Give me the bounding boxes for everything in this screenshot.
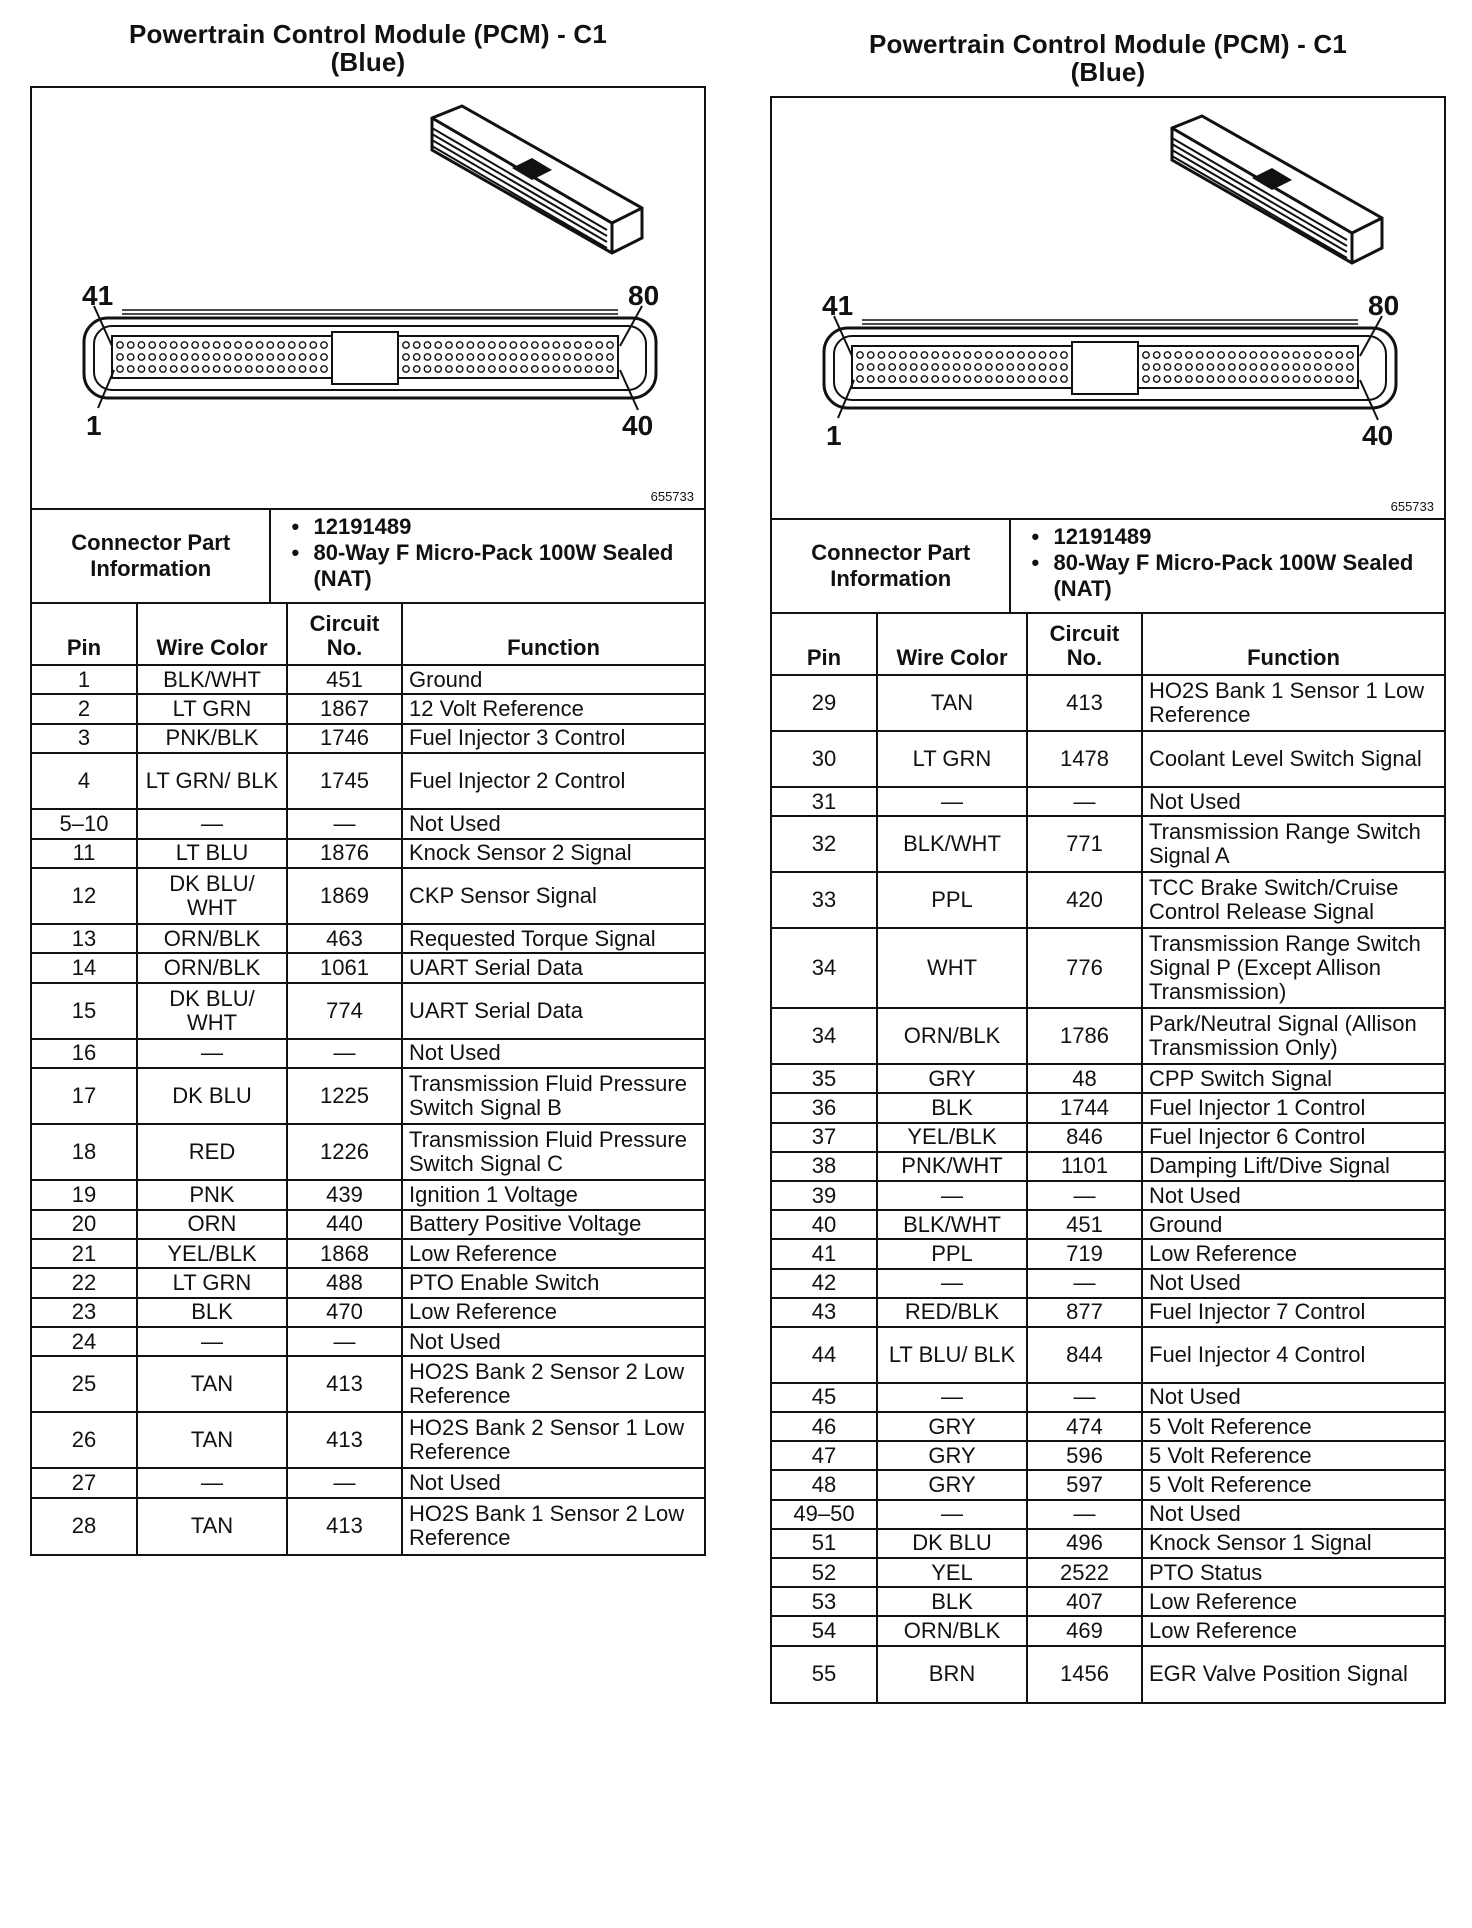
circuit-cell: — bbox=[287, 809, 402, 838]
pin-cell: 25 bbox=[32, 1356, 137, 1412]
connector-drawing bbox=[32, 88, 704, 510]
table-row bbox=[772, 1093, 1444, 1122]
title-line-2: (Blue) bbox=[330, 47, 406, 77]
circuit-cell: 413 bbox=[287, 1356, 402, 1412]
table-header-row bbox=[772, 614, 1444, 675]
pin-cell: 22 bbox=[32, 1268, 137, 1297]
function-cell: Not Used bbox=[1142, 1269, 1444, 1298]
circuit-cell: 596 bbox=[1027, 1441, 1142, 1470]
circuit-cell: 1478 bbox=[1027, 731, 1142, 787]
wire-color-cell: BLK/WHT bbox=[137, 665, 287, 694]
pin-cell: 20 bbox=[32, 1210, 137, 1239]
wire-color-cell: BLK bbox=[877, 1587, 1027, 1616]
circuit-cell: 407 bbox=[1027, 1587, 1142, 1616]
function-cell: Fuel Injector 7 Control bbox=[1142, 1298, 1444, 1327]
circuit-cell: 413 bbox=[287, 1412, 402, 1468]
circuit-cell: 719 bbox=[1027, 1239, 1142, 1268]
pin-cell: 52 bbox=[772, 1558, 877, 1587]
pin-cell: 3 bbox=[32, 724, 137, 753]
circuit-cell: 1786 bbox=[1027, 1008, 1142, 1064]
connector-illustration-icon bbox=[772, 98, 1448, 518]
wire-color-cell: — bbox=[877, 1269, 1027, 1298]
pin-cell: 2 bbox=[32, 694, 137, 723]
table-row bbox=[32, 809, 704, 838]
pin-cell: 11 bbox=[32, 839, 137, 868]
table-row bbox=[32, 1239, 704, 1268]
connector-panel-left bbox=[30, 20, 706, 1556]
pin-cell: 36 bbox=[772, 1093, 877, 1122]
pin-cell: 55 bbox=[772, 1646, 877, 1702]
function-cell: Fuel Injector 1 Control bbox=[1142, 1093, 1444, 1122]
table-row bbox=[772, 1383, 1444, 1412]
function-cell: Knock Sensor 2 Signal bbox=[402, 839, 704, 868]
wire-color-cell: PNK/BLK bbox=[137, 724, 287, 753]
header-pin: Pin bbox=[772, 614, 877, 675]
pin-label-41: 41 bbox=[82, 280, 114, 311]
connector-part-label: Connector Part Information bbox=[772, 520, 1011, 612]
circuit-cell: 774 bbox=[287, 983, 402, 1039]
connector-part-label: Connector Part Information bbox=[32, 510, 271, 602]
header-function: Function bbox=[1142, 614, 1444, 675]
pin-cell: 1 bbox=[32, 665, 137, 694]
function-cell: 5 Volt Reference bbox=[1142, 1470, 1444, 1499]
table-row bbox=[772, 1181, 1444, 1210]
function-cell: Ground bbox=[1142, 1210, 1444, 1239]
circuit-cell: 1225 bbox=[287, 1068, 402, 1124]
connector-part-number: • 12191489 bbox=[1053, 524, 1444, 550]
wire-color-cell: BLK bbox=[137, 1298, 287, 1327]
wire-color-cell: PPL bbox=[877, 872, 1027, 928]
function-cell: HO2S Bank 2 Sensor 2 Low Reference bbox=[402, 1356, 704, 1412]
table-row bbox=[32, 1180, 704, 1209]
pin-label-1: 1 bbox=[86, 410, 102, 441]
function-cell: Coolant Level Switch Signal bbox=[1142, 731, 1444, 787]
connector-frame bbox=[770, 96, 1446, 1704]
function-cell: Fuel Injector 6 Control bbox=[1142, 1123, 1444, 1152]
connector-panel-right bbox=[770, 30, 1446, 1704]
table-row bbox=[772, 816, 1444, 872]
wire-color-cell: YEL/BLK bbox=[877, 1123, 1027, 1152]
title-line-1: Powertrain Control Module (PCM) - C1 bbox=[868, 29, 1348, 59]
function-cell: Transmission Fluid Pressure Switch Signal B bbox=[402, 1068, 704, 1124]
circuit-cell: — bbox=[287, 1039, 402, 1068]
connector-frame bbox=[30, 86, 706, 1556]
table-row bbox=[32, 1039, 704, 1068]
pin-cell: 26 bbox=[32, 1412, 137, 1468]
wire-color-cell: TAN bbox=[137, 1412, 287, 1468]
pin-cell: 33 bbox=[772, 872, 877, 928]
table-row bbox=[32, 1068, 704, 1124]
function-cell: UART Serial Data bbox=[402, 953, 704, 982]
wire-color-cell: GRY bbox=[877, 1412, 1027, 1441]
pin-cell: 40 bbox=[772, 1210, 877, 1239]
circuit-cell: 1867 bbox=[287, 694, 402, 723]
connector-part-number: • 12191489 bbox=[313, 514, 704, 540]
wire-color-cell: DK BLU/ WHT bbox=[137, 868, 287, 924]
pin-cell: 37 bbox=[772, 1123, 877, 1152]
circuit-cell: — bbox=[1027, 1181, 1142, 1210]
table-row bbox=[32, 1412, 704, 1468]
wire-color-cell: PNK/WHT bbox=[877, 1152, 1027, 1181]
table-row bbox=[772, 1558, 1444, 1587]
panel-title bbox=[30, 20, 706, 76]
table-row bbox=[772, 1239, 1444, 1268]
wire-color-cell: BLK bbox=[877, 1093, 1027, 1122]
function-cell: Park/Neutral Signal (Allison Transmission Only) bbox=[1142, 1008, 1444, 1064]
table-row bbox=[32, 724, 704, 753]
function-cell: PTO Status bbox=[1142, 1558, 1444, 1587]
pin-cell: 51 bbox=[772, 1529, 877, 1558]
wire-color-cell: LT BLU/ BLK bbox=[877, 1327, 1027, 1383]
function-cell: Fuel Injector 4 Control bbox=[1142, 1327, 1444, 1383]
table-row bbox=[32, 1356, 704, 1412]
circuit-cell: 470 bbox=[287, 1298, 402, 1327]
pin-cell: 32 bbox=[772, 816, 877, 872]
wire-color-cell: ORN/BLK bbox=[877, 1008, 1027, 1064]
header-wire-color: Wire Color bbox=[137, 604, 287, 665]
connector-drawing bbox=[772, 98, 1444, 520]
connector-illustration-icon bbox=[32, 88, 708, 508]
table-row bbox=[772, 1646, 1444, 1702]
circuit-cell: — bbox=[287, 1327, 402, 1356]
function-cell: Ground bbox=[402, 665, 704, 694]
function-cell: Not Used bbox=[1142, 787, 1444, 816]
function-cell: Not Used bbox=[402, 1468, 704, 1497]
pin-cell: 30 bbox=[772, 731, 877, 787]
panel-title bbox=[770, 30, 1446, 86]
wire-color-cell: YEL bbox=[877, 1558, 1027, 1587]
function-cell: Low Reference bbox=[1142, 1616, 1444, 1645]
circuit-cell: 440 bbox=[287, 1210, 402, 1239]
circuit-cell: 1101 bbox=[1027, 1152, 1142, 1181]
connector-description: • 80-Way F Micro-Pack 100W Sealed (NAT) bbox=[1053, 550, 1444, 602]
pin-label-40: 40 bbox=[1362, 420, 1394, 451]
table-header-row bbox=[32, 604, 704, 665]
table-row bbox=[32, 953, 704, 982]
wire-color-cell: GRY bbox=[877, 1470, 1027, 1499]
wire-color-cell: — bbox=[877, 1383, 1027, 1412]
pin-cell: 47 bbox=[772, 1441, 877, 1470]
wire-color-cell: LT GRN bbox=[137, 1268, 287, 1297]
function-cell: UART Serial Data bbox=[402, 983, 704, 1039]
wire-color-cell: DK BLU/ WHT bbox=[137, 983, 287, 1039]
wire-color-cell: — bbox=[877, 787, 1027, 816]
pin-cell: 13 bbox=[32, 924, 137, 953]
circuit-cell: 776 bbox=[1027, 928, 1142, 1008]
table-row bbox=[772, 1269, 1444, 1298]
wire-color-cell: YEL/BLK bbox=[137, 1239, 287, 1268]
table-row bbox=[772, 1616, 1444, 1645]
circuit-cell: 1226 bbox=[287, 1124, 402, 1180]
wire-color-cell: — bbox=[137, 1039, 287, 1068]
function-cell: Fuel Injector 2 Control bbox=[402, 753, 704, 809]
pin-cell: 28 bbox=[32, 1498, 137, 1554]
circuit-cell: 463 bbox=[287, 924, 402, 953]
circuit-cell: — bbox=[1027, 1383, 1142, 1412]
pin-cell: 35 bbox=[772, 1064, 877, 1093]
pin-cell: 21 bbox=[32, 1239, 137, 1268]
table-row bbox=[32, 983, 704, 1039]
function-cell: EGR Valve Position Signal bbox=[1142, 1646, 1444, 1702]
part-number: 655733 bbox=[650, 489, 694, 504]
wire-color-cell: TAN bbox=[877, 675, 1027, 731]
header-circuit: Circuit No. bbox=[1027, 614, 1142, 675]
title-line-2: (Blue) bbox=[1070, 57, 1146, 87]
pin-cell: 17 bbox=[32, 1068, 137, 1124]
table-row bbox=[32, 1468, 704, 1497]
table-row bbox=[32, 839, 704, 868]
circuit-cell: 844 bbox=[1027, 1327, 1142, 1383]
circuit-cell: — bbox=[1027, 787, 1142, 816]
pin-cell: 12 bbox=[32, 868, 137, 924]
connector-part-list bbox=[271, 510, 704, 602]
wire-color-cell: ORN/BLK bbox=[137, 924, 287, 953]
function-cell: Damping Lift/Dive Signal bbox=[1142, 1152, 1444, 1181]
pin-cell: 14 bbox=[32, 953, 137, 982]
circuit-cell: 488 bbox=[287, 1268, 402, 1297]
connector-part-list bbox=[1011, 520, 1444, 612]
wire-color-cell: LT GRN bbox=[877, 731, 1027, 787]
table-row bbox=[772, 872, 1444, 928]
pin-label-80: 80 bbox=[628, 280, 660, 311]
wire-color-cell: BLK/WHT bbox=[877, 1210, 1027, 1239]
table-row bbox=[772, 1123, 1444, 1152]
pin-cell: 44 bbox=[772, 1327, 877, 1383]
header-wire-color: Wire Color bbox=[877, 614, 1027, 675]
circuit-cell: — bbox=[1027, 1500, 1142, 1529]
wire-color-cell: — bbox=[137, 809, 287, 838]
table-row bbox=[772, 1210, 1444, 1239]
circuit-cell: 413 bbox=[287, 1498, 402, 1554]
circuit-cell: 1746 bbox=[287, 724, 402, 753]
table-row bbox=[32, 1298, 704, 1327]
circuit-cell: 1868 bbox=[287, 1239, 402, 1268]
function-cell: 5 Volt Reference bbox=[1142, 1441, 1444, 1470]
pin-cell: 54 bbox=[772, 1616, 877, 1645]
table-row bbox=[772, 1529, 1444, 1558]
table-row bbox=[32, 1327, 704, 1356]
connector-part-information bbox=[772, 520, 1444, 614]
pin-cell: 24 bbox=[32, 1327, 137, 1356]
circuit-cell: 1744 bbox=[1027, 1093, 1142, 1122]
circuit-cell: 1869 bbox=[287, 868, 402, 924]
pin-cell: 16 bbox=[32, 1039, 137, 1068]
table-row bbox=[772, 1500, 1444, 1529]
function-cell: Low Reference bbox=[402, 1298, 704, 1327]
pin-cell: 43 bbox=[772, 1298, 877, 1327]
function-cell: Low Reference bbox=[1142, 1587, 1444, 1616]
pin-cell: 29 bbox=[772, 675, 877, 731]
header-pin: Pin bbox=[32, 604, 137, 665]
circuit-cell: 846 bbox=[1027, 1123, 1142, 1152]
function-cell: Low Reference bbox=[1142, 1239, 1444, 1268]
pin-cell: 38 bbox=[772, 1152, 877, 1181]
wire-color-cell: WHT bbox=[877, 928, 1027, 1008]
pin-cell: 46 bbox=[772, 1412, 877, 1441]
pin-cell: 15 bbox=[32, 983, 137, 1039]
pin-cell: 42 bbox=[772, 1269, 877, 1298]
wire-color-cell: RED/BLK bbox=[877, 1298, 1027, 1327]
function-cell: HO2S Bank 1 Sensor 1 Low Reference bbox=[1142, 675, 1444, 731]
title-line-1: Powertrain Control Module (PCM) - C1 bbox=[128, 19, 608, 49]
circuit-cell: 597 bbox=[1027, 1470, 1142, 1499]
wire-color-cell: ORN/BLK bbox=[137, 953, 287, 982]
pin-cell: 34 bbox=[772, 928, 877, 1008]
pin-cell: 41 bbox=[772, 1239, 877, 1268]
connector-description: • 80-Way F Micro-Pack 100W Sealed (NAT) bbox=[313, 540, 704, 592]
circuit-cell: 451 bbox=[1027, 1210, 1142, 1239]
table-row bbox=[772, 731, 1444, 787]
pin-cell: 18 bbox=[32, 1124, 137, 1180]
wire-color-cell: RED bbox=[137, 1124, 287, 1180]
header-function: Function bbox=[402, 604, 704, 665]
function-cell: Not Used bbox=[1142, 1383, 1444, 1412]
wire-color-cell: — bbox=[877, 1500, 1027, 1529]
table-row bbox=[772, 1441, 1444, 1470]
wire-color-cell: BLK/WHT bbox=[877, 816, 1027, 872]
circuit-cell: 1745 bbox=[287, 753, 402, 809]
table-row bbox=[772, 928, 1444, 1008]
function-cell: Not Used bbox=[402, 809, 704, 838]
pin-cell: 23 bbox=[32, 1298, 137, 1327]
circuit-cell: 451 bbox=[287, 665, 402, 694]
wire-color-cell: — bbox=[137, 1327, 287, 1356]
circuit-cell: 496 bbox=[1027, 1529, 1142, 1558]
circuit-cell: 413 bbox=[1027, 675, 1142, 731]
function-cell: CKP Sensor Signal bbox=[402, 868, 704, 924]
table-row bbox=[772, 675, 1444, 731]
pin-table bbox=[32, 604, 704, 1554]
function-cell: Knock Sensor 1 Signal bbox=[1142, 1529, 1444, 1558]
circuit-cell: 420 bbox=[1027, 872, 1142, 928]
wire-color-cell: GRY bbox=[877, 1441, 1027, 1470]
wire-color-cell: GRY bbox=[877, 1064, 1027, 1093]
function-cell: Low Reference bbox=[402, 1239, 704, 1268]
circuit-cell: 771 bbox=[1027, 816, 1142, 872]
table-row bbox=[32, 1124, 704, 1180]
pin-cell: 4 bbox=[32, 753, 137, 809]
circuit-cell: 1456 bbox=[1027, 1646, 1142, 1702]
function-cell: Transmission Range Switch Signal A bbox=[1142, 816, 1444, 872]
wire-color-cell: PNK bbox=[137, 1180, 287, 1209]
function-cell: Not Used bbox=[402, 1327, 704, 1356]
wire-color-cell: DK BLU bbox=[877, 1529, 1027, 1558]
pin-cell: 49–50 bbox=[772, 1500, 877, 1529]
wire-color-cell: TAN bbox=[137, 1356, 287, 1412]
table-row bbox=[772, 1064, 1444, 1093]
table-row bbox=[772, 1412, 1444, 1441]
function-cell: Requested Torque Signal bbox=[402, 924, 704, 953]
pin-cell: 19 bbox=[32, 1180, 137, 1209]
function-cell: HO2S Bank 1 Sensor 2 Low Reference bbox=[402, 1498, 704, 1554]
function-cell: Ignition 1 Voltage bbox=[402, 1180, 704, 1209]
function-cell: PTO Enable Switch bbox=[402, 1268, 704, 1297]
pin-cell: 45 bbox=[772, 1383, 877, 1412]
circuit-cell: 1876 bbox=[287, 839, 402, 868]
table-row bbox=[32, 665, 704, 694]
circuit-cell: 48 bbox=[1027, 1064, 1142, 1093]
pin-cell: 39 bbox=[772, 1181, 877, 1210]
wire-color-cell: — bbox=[137, 1468, 287, 1497]
table-row bbox=[772, 1470, 1444, 1499]
wire-color-cell: TAN bbox=[137, 1498, 287, 1554]
pin-label-80: 80 bbox=[1368, 290, 1400, 321]
function-cell: Transmission Fluid Pressure Switch Signal C bbox=[402, 1124, 704, 1180]
function-cell: Not Used bbox=[1142, 1181, 1444, 1210]
pin-cell: 27 bbox=[32, 1468, 137, 1497]
table-row bbox=[772, 1152, 1444, 1181]
table-row bbox=[772, 787, 1444, 816]
wire-color-cell: ORN bbox=[137, 1210, 287, 1239]
circuit-cell: 439 bbox=[287, 1180, 402, 1209]
function-cell: Battery Positive Voltage bbox=[402, 1210, 704, 1239]
circuit-cell: 474 bbox=[1027, 1412, 1142, 1441]
wire-color-cell: PPL bbox=[877, 1239, 1027, 1268]
wire-color-cell: BRN bbox=[877, 1646, 1027, 1702]
table-row bbox=[772, 1327, 1444, 1383]
table-row bbox=[772, 1298, 1444, 1327]
circuit-cell: 469 bbox=[1027, 1616, 1142, 1645]
wire-color-cell: LT GRN/ BLK bbox=[137, 753, 287, 809]
pin-label-41: 41 bbox=[822, 290, 854, 321]
function-cell: HO2S Bank 2 Sensor 1 Low Reference bbox=[402, 1412, 704, 1468]
table-row bbox=[32, 753, 704, 809]
function-cell: Transmission Range Switch Signal P (Except Allison Transmission) bbox=[1142, 928, 1444, 1008]
table-row bbox=[32, 868, 704, 924]
header-circuit: Circuit No. bbox=[287, 604, 402, 665]
wire-color-cell: LT GRN bbox=[137, 694, 287, 723]
part-number: 655733 bbox=[1390, 499, 1434, 514]
pin-cell: 48 bbox=[772, 1470, 877, 1499]
function-cell: 12 Volt Reference bbox=[402, 694, 704, 723]
table-row bbox=[772, 1587, 1444, 1616]
function-cell: 5 Volt Reference bbox=[1142, 1412, 1444, 1441]
wire-color-cell: DK BLU bbox=[137, 1068, 287, 1124]
table-row bbox=[32, 694, 704, 723]
function-cell: Not Used bbox=[402, 1039, 704, 1068]
table-row bbox=[32, 1498, 704, 1554]
circuit-cell: 2522 bbox=[1027, 1558, 1142, 1587]
circuit-cell: 877 bbox=[1027, 1298, 1142, 1327]
function-cell: Fuel Injector 3 Control bbox=[402, 724, 704, 753]
connector-part-information bbox=[32, 510, 704, 604]
table-row bbox=[32, 1210, 704, 1239]
circuit-cell: 1061 bbox=[287, 953, 402, 982]
wire-color-cell: LT BLU bbox=[137, 839, 287, 868]
pin-label-1: 1 bbox=[826, 420, 842, 451]
function-cell: CPP Switch Signal bbox=[1142, 1064, 1444, 1093]
table-row bbox=[772, 1008, 1444, 1064]
table-row bbox=[32, 924, 704, 953]
circuit-cell: — bbox=[287, 1468, 402, 1497]
circuit-cell: — bbox=[1027, 1269, 1142, 1298]
pin-label-40: 40 bbox=[622, 410, 654, 441]
table-row bbox=[32, 1268, 704, 1297]
pin-cell: 31 bbox=[772, 787, 877, 816]
pin-table bbox=[772, 614, 1444, 1702]
pin-cell: 53 bbox=[772, 1587, 877, 1616]
wire-color-cell: — bbox=[877, 1181, 1027, 1210]
pin-cell: 34 bbox=[772, 1008, 877, 1064]
pin-cell: 5–10 bbox=[32, 809, 137, 838]
function-cell: Not Used bbox=[1142, 1500, 1444, 1529]
function-cell: TCC Brake Switch/Cruise Control Release Signal bbox=[1142, 872, 1444, 928]
wire-color-cell: ORN/BLK bbox=[877, 1616, 1027, 1645]
